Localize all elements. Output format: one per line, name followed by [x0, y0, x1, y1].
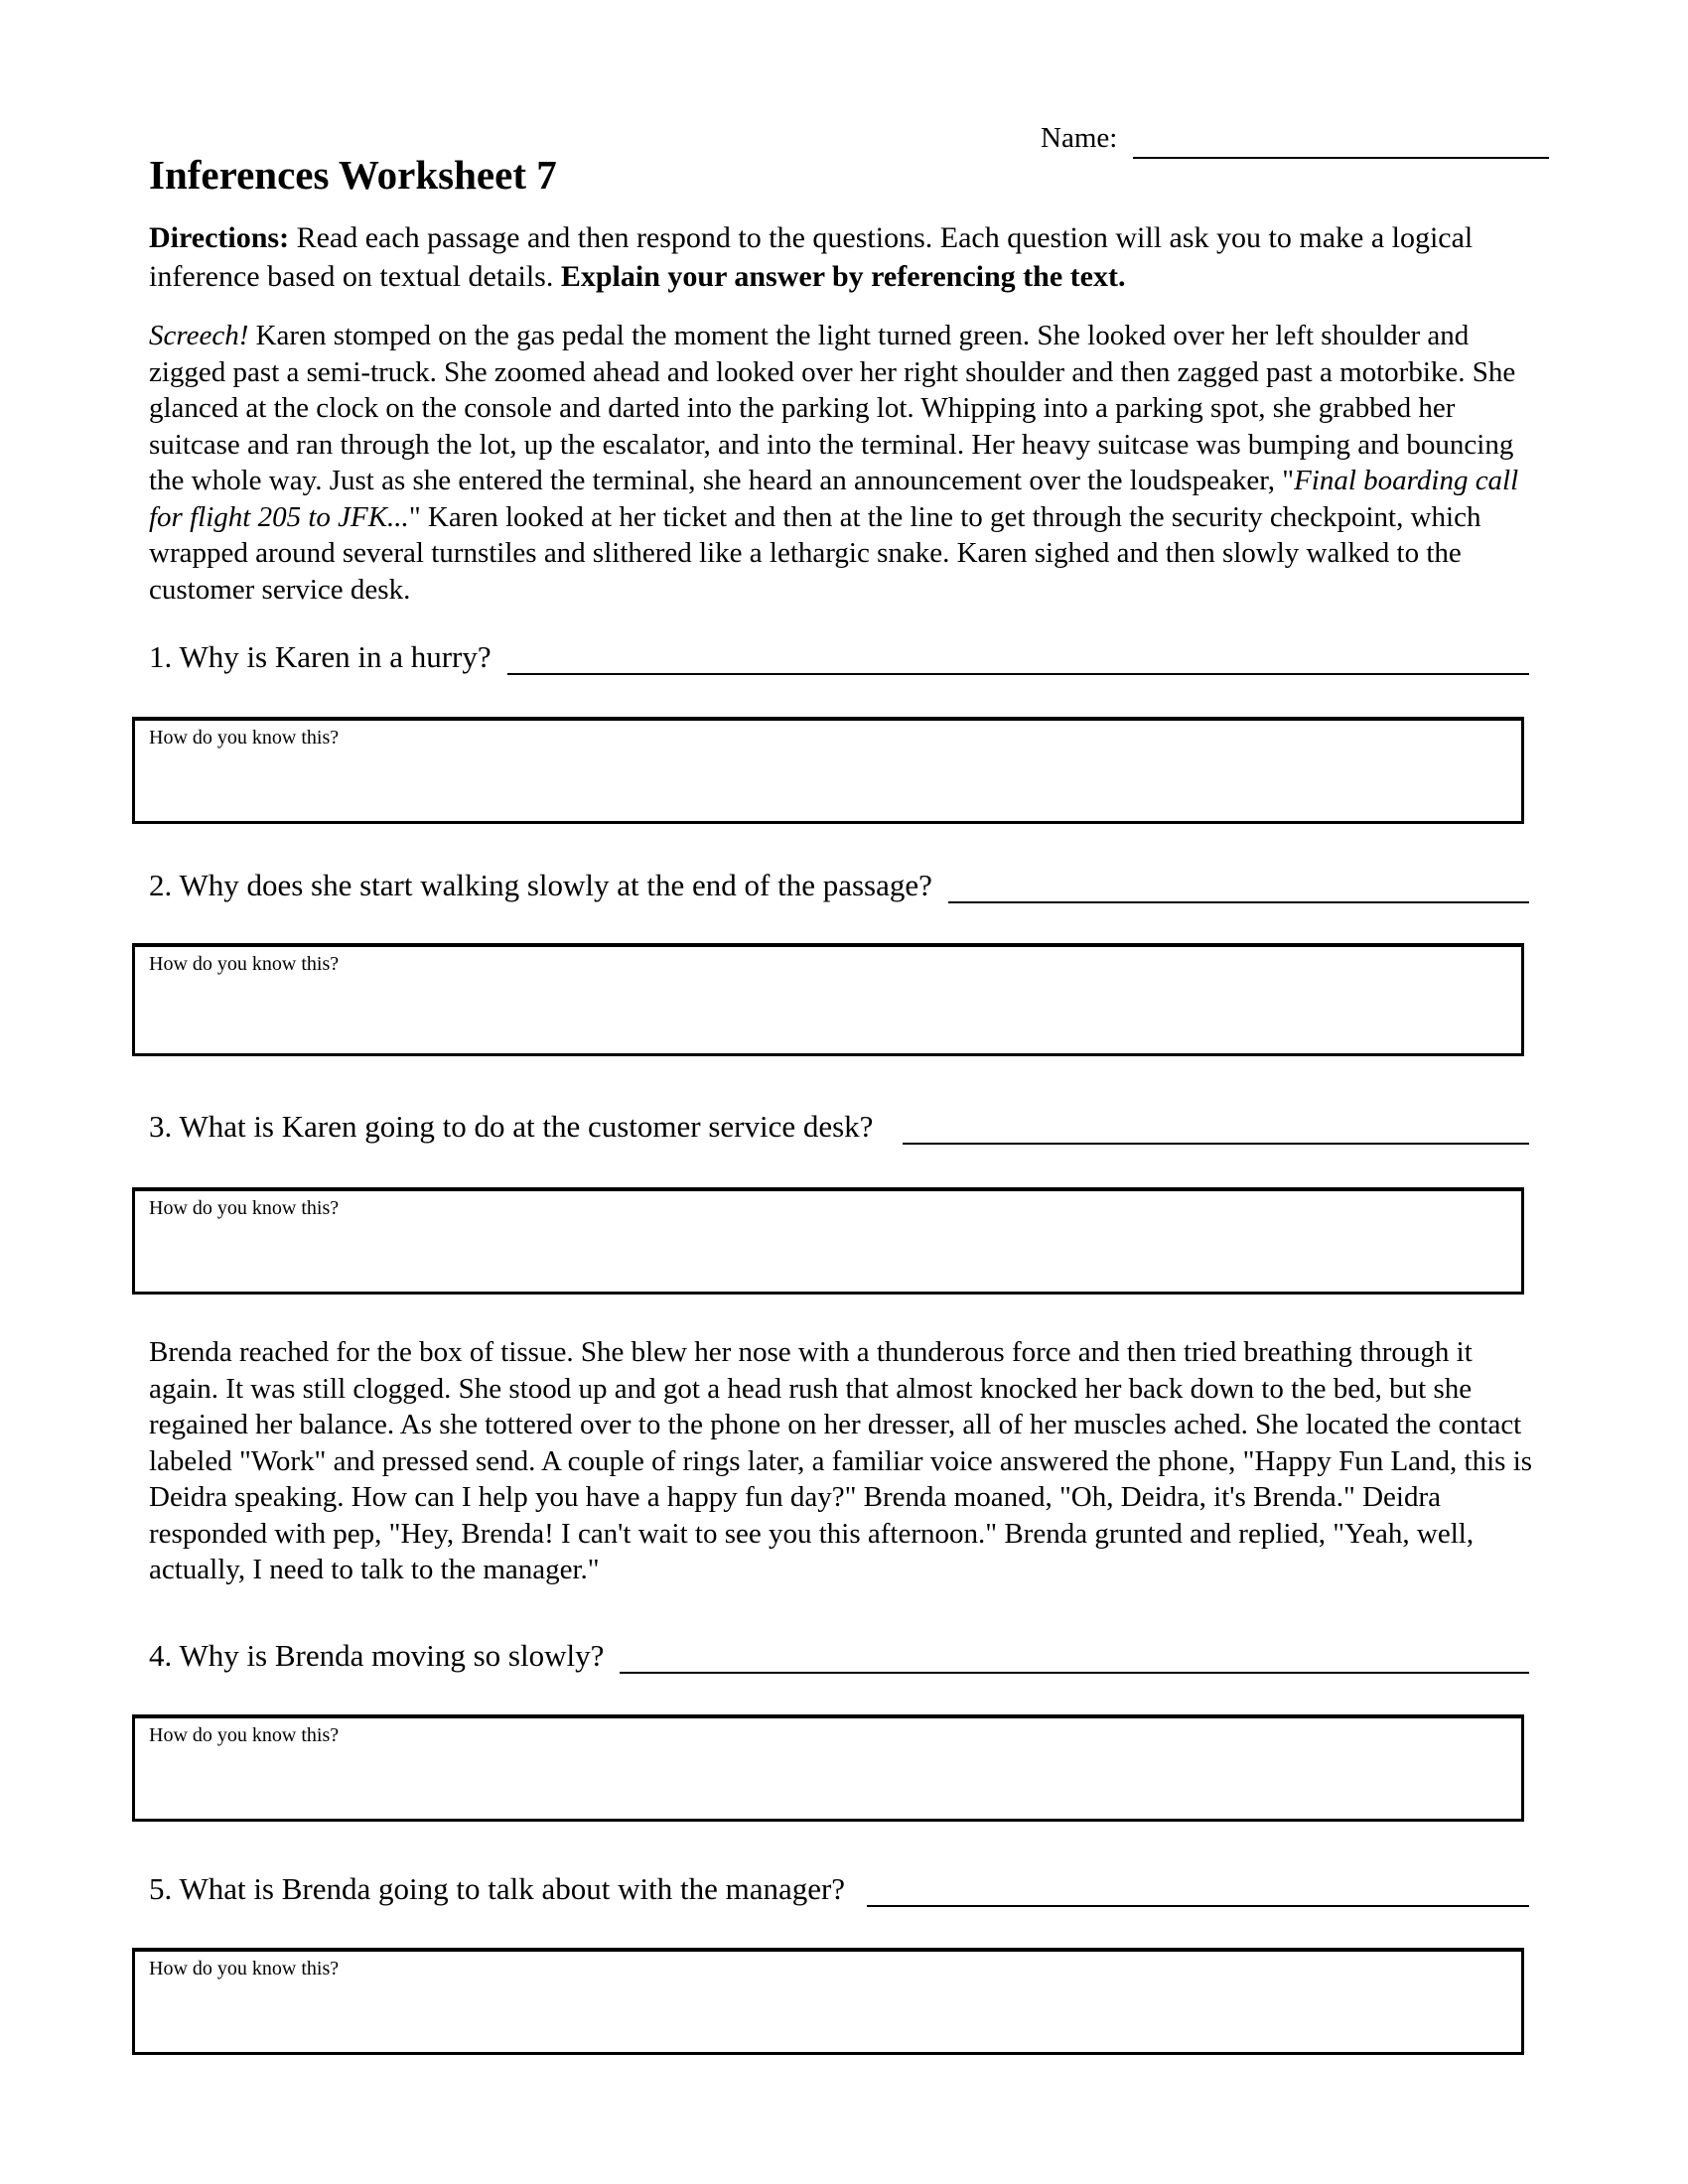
directions-text: Directions: Read each passage and then respond to the questions. Each question will ask you to make a logical inference based on textual details. Explain your answer by referencing the text. — [149, 221, 1474, 293]
question-2-answer-line[interactable] — [948, 866, 1529, 903]
question-4 — [149, 1636, 1529, 1676]
page-title: Inferences Worksheet 7 — [149, 152, 557, 198]
question-5-answer-line[interactable] — [867, 1869, 1529, 1907]
question-3-answer-line[interactable] — [903, 1107, 1529, 1145]
question-2 — [149, 866, 1529, 905]
question-4-answer-line[interactable] — [620, 1636, 1529, 1674]
question-3-label: 3. What is Karen going to do at the customer service desk? — [149, 1109, 874, 1144]
question-1 — [149, 637, 1529, 677]
passage-2-text: Brenda reached for the box of tissue. She blew her nose with a thunderous force and then tried breathing through it again. It was still clogged. She stood up and got a head rush that almost knocked her back down to the bed, but she regained her balance. As she tottered over to the phone on her dresser, all of her muscles ached. She located the contact labeled "Work" and pressed send. A couple of rings later, a familiar voice answered the phone, "Happy Fun Land, this is Deidra speaking. How can I help you have a happy fun day?" Brenda moaned, "Oh, Deidra, it's Brenda." Deidra responded with pep, "Hey, Brenda! I can't wait to see you this afternoon." Brenda grunted and replied, "Yeah, well, actually, I need to talk to the manager." — [149, 1336, 1533, 1585]
question-1-label: 1. Why is Karen in a hurry? — [149, 639, 492, 674]
answer-box-2[interactable] — [132, 943, 1524, 1056]
answer-box-3-label: How do you know this? — [149, 1197, 340, 1219]
question-5 — [149, 1869, 1529, 1909]
passage-1-text: Screech! Karen stomped on the gas pedal the moment the light turned green. She looked over her left shoulder and zigged past a semi-truck. She zoomed ahead and looked over her right shoulder and then zagged past a motorbike. She glanced at the clock on the console and darted into the parking lot. Whipping into a parking spot, she grabbed her suitcase and ran through the lot, up the escalator, and into the terminal. Her heavy suitcase was bumping and bouncing the whole way. Just as she entered the terminal, she heard an announcement over the loudspeaker, "Final boarding call for flight 205 to JFK..." Karen looked at her ticket and then at the line to get through the security checkpoint, which wrapped around several turnstiles and slithered like a lethargic snake. Karen sighed and then slowly walked to the customer service desk. — [149, 320, 1519, 606]
question-4-label: 4. Why is Brenda moving so slowly? — [149, 1638, 605, 1673]
answer-box-2-label: How do you know this? — [149, 953, 340, 975]
answer-box-5-label: How do you know this? — [149, 1958, 340, 1979]
answer-box-4[interactable] — [132, 1714, 1524, 1822]
answer-box-5[interactable] — [132, 1948, 1524, 2055]
answer-box-4-label: How do you know this? — [149, 1724, 340, 1746]
question-2-label: 2. Why does she start walking slowly at the end of the passage? — [149, 868, 932, 902]
question-5-label: 5. What is Brenda going to talk about with the manager? — [149, 1871, 846, 1906]
answer-box-1[interactable] — [132, 717, 1524, 824]
question-1-answer-line[interactable] — [507, 637, 1529, 675]
answer-box-3[interactable] — [132, 1187, 1524, 1295]
question-3 — [149, 1107, 1529, 1147]
answer-box-1-label: How do you know this? — [149, 727, 340, 749]
name-label: Name: — [1041, 122, 1118, 154]
